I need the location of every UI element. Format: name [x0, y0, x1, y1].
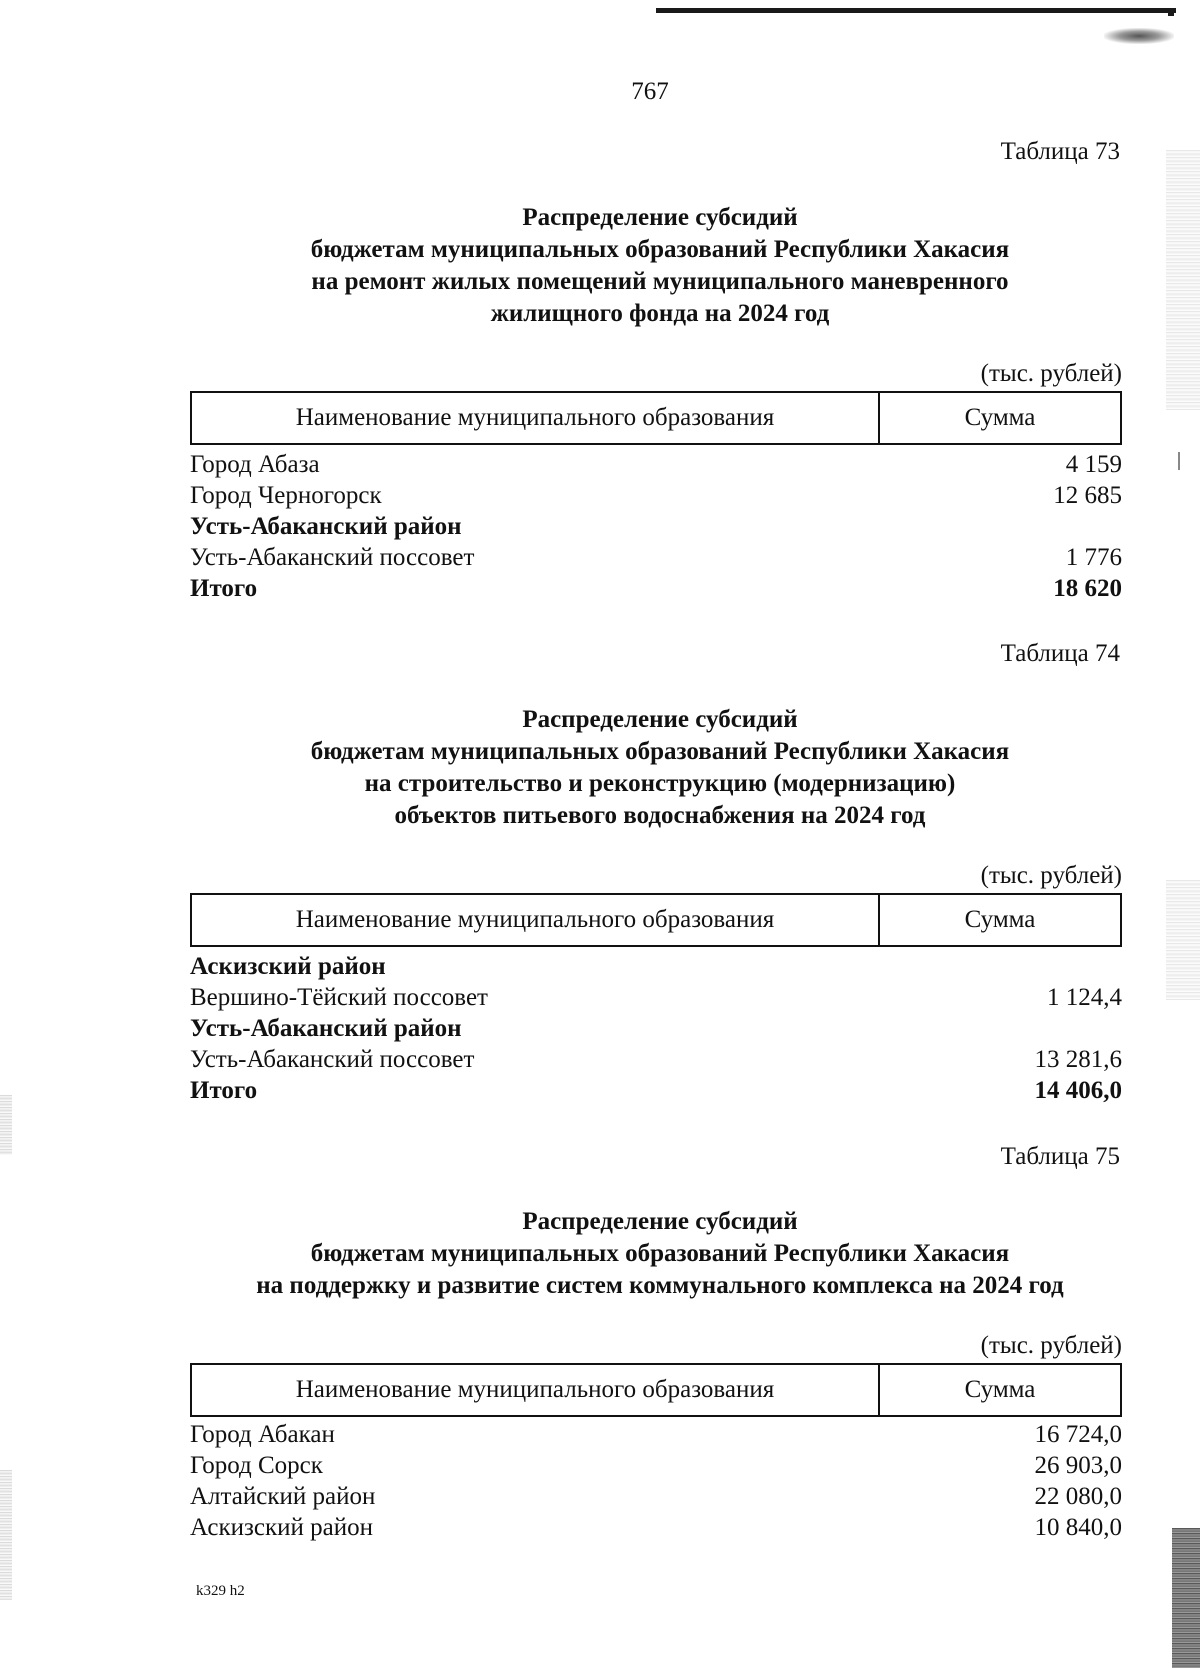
row-value: 4 159: [1065, 451, 1122, 478]
row-name: Город Абакан: [190, 1421, 335, 1448]
table-row: [190, 982, 1122, 1013]
row-name: Итого: [190, 575, 258, 602]
table-row: [190, 1450, 1122, 1481]
heading-line: Распределение субсидий: [522, 1208, 798, 1235]
heading-line: бюджетам муниципальных образований Республики Хакасия: [310, 738, 1010, 765]
table-74-units: (тыс. рублей): [980, 862, 1122, 889]
table-74-body: [190, 951, 1122, 1106]
scan-noise-left-middle: [0, 1095, 12, 1155]
column-header-sum: Сумма: [964, 906, 1036, 933]
table-group-row: [190, 1013, 1122, 1044]
table-row: [190, 542, 1122, 573]
column-header-name: Наименование муниципального образования: [192, 393, 880, 443]
heading-line: на поддержку и развитие систем коммунального комплекса на 2024 год: [256, 1272, 1064, 1299]
heading-line: объектов питьевого водоснабжения на 2024 год: [394, 802, 926, 829]
row-name: Город Абаза: [190, 451, 320, 478]
table-73-heading: [180, 202, 1140, 330]
row-name: Усть-Абаканский район: [190, 513, 462, 540]
table-74-header: [190, 893, 1122, 947]
row-value: 1 776: [1065, 544, 1122, 571]
row-value: 14 406,0: [1034, 1077, 1122, 1104]
heading-line: Распределение субсидий: [522, 706, 798, 733]
table-row: [190, 1512, 1122, 1543]
column-header-sum: Сумма: [964, 404, 1036, 431]
row-value: 12 685: [1053, 482, 1122, 509]
scan-noise-right-middle: [1166, 880, 1200, 1000]
scan-edge-bottom-right: [1172, 1528, 1200, 1668]
row-name: Усть-Абаканский район: [190, 1015, 462, 1042]
heading-line: на ремонт жилых помещений муниципального маневренного: [311, 268, 1009, 295]
row-name: Аскизский район: [190, 1514, 374, 1541]
table-75-units: (тыс. рублей): [980, 1332, 1122, 1359]
column-header-sum: Сумма: [964, 1376, 1036, 1403]
row-name: Итого: [190, 1077, 258, 1104]
row-name: Алтайский район: [190, 1483, 376, 1510]
row-name: Город Сорск: [190, 1452, 323, 1479]
row-name: Усть-Абаканский поссовет: [190, 544, 475, 571]
scan-noise-left-lower: [0, 1470, 12, 1600]
heading-line: бюджетам муниципальных образований Республики Хакасия: [310, 1240, 1010, 1267]
table-74-heading: [180, 704, 1140, 832]
row-value: 13 281,6: [1034, 1046, 1122, 1073]
scan-smudge: [1104, 28, 1174, 44]
column-header-name: Наименование муниципального образования: [192, 895, 880, 945]
table-group-row: [190, 951, 1122, 982]
table-74-label: Таблица 74: [1000, 640, 1120, 667]
table-75-header: [190, 1363, 1122, 1417]
row-value: 1 124,4: [1047, 984, 1122, 1011]
table-75-heading: [120, 1206, 1200, 1302]
heading-line: Распределение субсидий: [522, 204, 798, 231]
table-row: [190, 1481, 1122, 1512]
table-row: [190, 480, 1122, 511]
scan-edge-line: [656, 8, 1176, 13]
table-total-row: [190, 573, 1122, 604]
table-total-row: [190, 1075, 1122, 1106]
row-value: 18 620: [1053, 575, 1122, 602]
row-value: 26 903,0: [1034, 1452, 1122, 1479]
row-value: 10 840,0: [1034, 1514, 1122, 1541]
row-value: 22 080,0: [1034, 1483, 1122, 1510]
page-number: 767: [631, 78, 669, 105]
row-name: Вершино-Тёйский поссовет: [190, 984, 488, 1011]
table-row: [190, 1044, 1122, 1075]
table-73-header: [190, 391, 1122, 445]
footer-code: k329 h2: [196, 1583, 245, 1599]
row-name: Аскизский район: [190, 953, 386, 980]
table-75-body: [190, 1419, 1122, 1543]
table-75-label: Таблица 75: [1000, 1143, 1120, 1170]
heading-line: бюджетам муниципальных образований Республики Хакасия: [310, 236, 1010, 263]
row-name: Усть-Абаканский поссовет: [190, 1046, 475, 1073]
row-value: 16 724,0: [1034, 1421, 1122, 1448]
table-73-label: Таблица 73: [1000, 138, 1120, 165]
table-row: [190, 449, 1122, 480]
table-73-units: (тыс. рублей): [980, 360, 1122, 387]
heading-line: на строительство и реконструкцию (модернизацию): [364, 770, 956, 797]
table-row: [190, 1419, 1122, 1450]
table-group-row: [190, 511, 1122, 542]
heading-line: жилищного фонда на 2024 год: [490, 300, 830, 327]
column-header-name: Наименование муниципального образования: [192, 1365, 880, 1415]
row-name: Город Черногорск: [190, 482, 382, 509]
scan-noise-right-upper: [1166, 150, 1200, 410]
table-73-body: [190, 449, 1122, 604]
scan-edge-mark: [1178, 452, 1180, 470]
scan-edge-line-corner: [1168, 13, 1174, 16]
